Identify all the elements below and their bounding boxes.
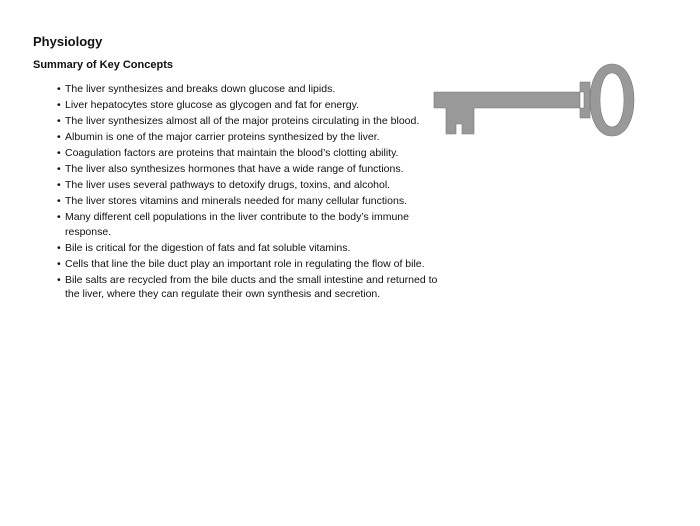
concept-item: • The liver synthesizes almost all of the major proteins circulating in the blood. (57, 114, 447, 129)
section-subtitle: Summary of Key Concepts (33, 59, 173, 71)
concept-item: • The liver stores vitamins and minerals needed for many cellular functions. (57, 194, 447, 209)
page-title: Physiology (33, 34, 103, 49)
concept-item: • Bile salts are recycled from the bile ducts and the small intestine and returned to the liver, where they can regulate their own synthesis and secretion. (57, 273, 447, 302)
concept-item: • Bile is critical for the digestion of fats and fat soluble vitamins. (57, 241, 447, 256)
concept-item: • The liver synthesizes and breaks down glucose and lipids. (57, 82, 447, 97)
key-icon (430, 62, 640, 142)
concept-item: • Albumin is one of the major carrier proteins synthesized by the liver. (57, 130, 447, 145)
concept-item: • The liver uses several pathways to detoxify drugs, toxins, and alcohol. (57, 178, 447, 193)
concept-item: • Coagulation factors are proteins that maintain the blood’s clotting ability. (57, 146, 447, 161)
concept-item: • Cells that line the bile duct play an important role in regulating the flow of bile. (57, 257, 447, 272)
concept-item: • Many different cell populations in the liver contribute to the body’s immune response. (57, 210, 447, 239)
key-concepts-list (57, 82, 447, 303)
concept-item: • The liver also synthesizes hormones that have a wide range of functions. (57, 162, 447, 177)
concept-item: • Liver hepatocytes store glucose as glycogen and fat for energy. (57, 98, 447, 113)
